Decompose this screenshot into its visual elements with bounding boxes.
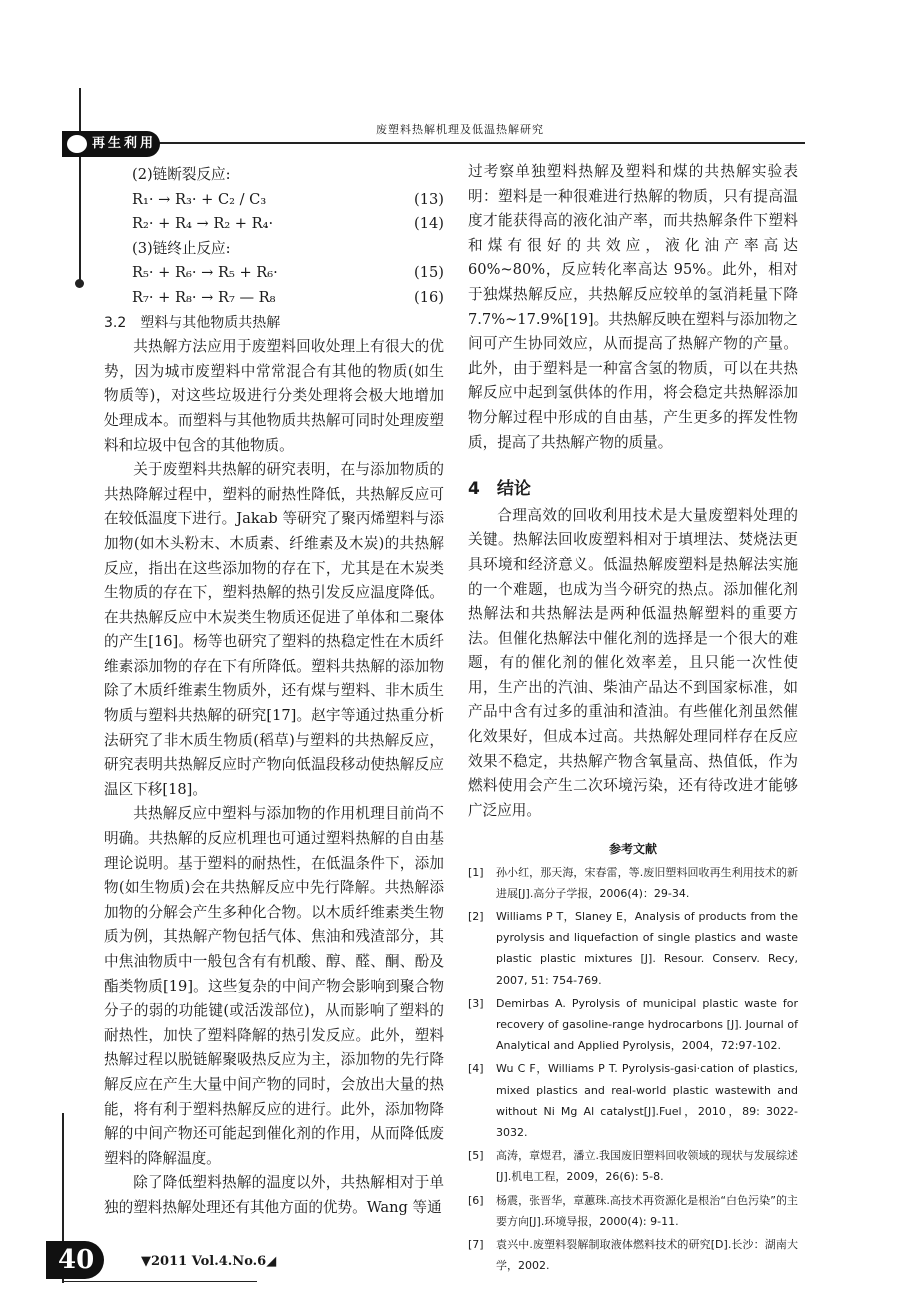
badge-circle-icon — [67, 135, 87, 153]
reference-text: 孙小红，那天海，宋春雷，等.废旧塑料回收再生利用技术的新进展[J].高分子学报，2006(4)：29-34. — [496, 865, 798, 900]
reference-item — [468, 1058, 798, 1143]
reference-text: 高涛，章煜君，潘立.我国废旧塑料回收领域的现状与发展综述[J].机电工程，2009，26(6): 5-8. — [496, 1149, 798, 1184]
reference-number: [3] — [468, 996, 484, 1010]
right-column — [468, 160, 798, 1279]
section-badge-label: 再生利用 — [92, 136, 157, 151]
equation-number: (14) — [414, 215, 444, 233]
equation-formula: R₅· + R₆· → R₅ + R₆· — [132, 264, 278, 282]
page-number: 40 — [46, 1241, 104, 1279]
references-title: 参考文献 — [608, 842, 657, 857]
reference-text: Wu C F，Williams P T. Pyrolysis-gasi·cation of plastics, mixed plastics and real-world plastic wastewith and without Ni Mg Al catalyst[J].Fuel，2010，89: 3022-3032. — [496, 1062, 798, 1140]
equation — [104, 188, 444, 213]
paragraph: 关于废塑料共热解的研究表明，在与添加物质的共热降解过程中，塑料的耐热性降低，共热解反应可在较低温度下进行。Jakab 等研究了聚丙烯塑料与添加物(如木头粉末、木质素、纤维素及木炭)的共热解反应，指出在这些添加物的存在下，尤其是在木炭类生物质的存在下，塑料热解的热引发反应温度降低。在共热解反应中木炭类生物质还促进了单体和二聚体的产生[16]。杨等也研究了塑料的热稳定性在木质纤维素添加物的存在下有所降低。塑料共热解的添加物除了木质纤维素生物质外，还有煤与塑料、非木质生物质与塑料共热解的研究[17]。赵宇等通过热重分析法研究了非木质生物质(稻草)与塑料的共热解反应，研究表明共热解反应时产物向低温段移动使热解反应温区下移[18]。 — [104, 461, 444, 798]
equation — [104, 212, 444, 237]
running-title: 废塑料热解机理及低温热解研究 — [376, 123, 544, 136]
paragraph: 合理高效的回收利用技术是大量废塑料处理的关键。热解法回收废塑料相对于填埋法、焚烧法更具环境和经济意义。低温热解废塑料是热解法实施的一个难题，也成为当今研究的热点。添加催化剂热解法和共热解法是两种低温热解塑料的重要方法。但催化热解法中催化剂的选择是一个很大的难题，有的催化剂的催化效率差，且只能一次性使用，生产出的汽油、柴油产品达不到国家标准，如产品中含有过多的重油和渣油。有些催化剂虽然催化效果好，但成本过高。共热解处理同样存在反应效果不稳定，共热解产物含氧量高、热值低，作为燃料使用会产生二次环境污染，还有待改进才能够广泛应用。 — [468, 506, 798, 819]
paragraph: 共热解反应中塑料与添加物的作用机理目前尚不明确。共热解的反应机理也可通过塑料热解的自由基理论说明。基于塑料的耐热性，在低温条件下，添加物(如生物质)会在共热解反应中先行降解。共热解添加物的分解会产生多种化合物。以木质纤维素类生物质为例，其热解产物包括气体、焦油和残渣部分，其中焦油物质中一般包含有有机酸、醇、醛、酮、酚及酯类物质[19]。这些复杂的中间产物会影响到聚合物分子的弱的功能键(或活泼部位)，从而影响了塑料的耐热性，加快了塑料降解的热引发反应。此外，塑料热解过程以脱链解聚吸热反应为主，添加物的先行降解反应在产生大量中间产物的同时，会放出大量的热能，将有利于塑料热解反应的进行。此外，添加物降解的中间产物还可能起到催化剂的作用，从而降低废塑料的降解温度。 — [104, 805, 444, 1167]
section-heading: 3.2 塑料与其他物质共热解 — [104, 314, 281, 331]
footer-rule — [62, 1281, 257, 1283]
equation-heading: (2)链断裂反应: — [132, 166, 231, 183]
reference-text: Williams P T，Slaney E，Analysis of products from the pyrolysis and liquefaction of single plastics and waste plastic plastic mixtures [J]. Resour. Conserv. Recy, 2007, 51: 754-769. — [496, 910, 798, 987]
reference-text: 袁兴中.废塑料裂解制取液体燃料技术的研究[D].长沙：湖南大学，2002. — [496, 1238, 798, 1273]
left-column — [58, 163, 444, 1283]
reference-text: 杨震，张晋华，章蕙珠.高技术再资源化是根治“白色污染”的主要方向[J].环境导报，2000(4): 9-11. — [496, 1193, 798, 1228]
paragraph: 共热解方法应用于废塑料回收处理上有很大的优势，因为城市废塑料中常常混合有其他的物质(如生物质等)，对这些垃圾进行分类处理将会极大地增加处理成本。而塑料与其他物质共热解可同时处理废塑料和垃圾中包含的其他物质。 — [104, 338, 444, 454]
reference-text: Demirbas A. Pyrolysis of municipal plastic waste for recovery of gasoline-range hydrocarbons [J]. Journal of Analytical and Applied Pyrolysis，2004，72:97-102. — [496, 996, 798, 1053]
reference-number: [1] — [468, 865, 484, 879]
reference-item — [468, 1234, 798, 1276]
paragraph: 过考察单独塑料热解及塑料和煤的共热解实验表明：塑料是一种很难进行热解的物质，只有提高温度才能获得高的液化油产率，而共热解条件下塑料和煤有很好的共效应，液化油产率高达 60%~80%，反应转化率高达 95%。此外，相对于独煤热解反应，共热解反应较单的氢消耗量下降 7.7%~17.9%[19]。共热解反映在塑料与添加物之间可产生协同效应，从而提高了热解产物的产量。此外，由于塑料是一种富含氢的物质，可以在共热解反应中起到氢供体的作用，将会稳定共热解添加物分解过程中形成的自由基，产生更多的挥发性物质，提高了共热解产物的质量。 — [468, 163, 798, 451]
equation-number: (13) — [414, 190, 444, 208]
equation-heading: (3)链终止反应: — [132, 239, 231, 257]
reference-number: [4] — [468, 1062, 484, 1076]
references — [468, 839, 798, 1276]
equation-formula: R₂· + R₄ → R₂ + R₄· — [132, 215, 274, 233]
reference-number: [7] — [468, 1238, 484, 1252]
reference-item — [468, 1145, 798, 1187]
section-heading: 4 结论 — [468, 479, 531, 500]
reference-item — [468, 906, 798, 991]
header-rule — [150, 142, 805, 144]
equation — [104, 286, 444, 311]
reference-number: [2] — [468, 910, 484, 924]
equation-formula: R₇· + R₈· → R₇ — R₈ — [132, 288, 276, 306]
reference-item — [468, 1190, 798, 1232]
section-badge — [62, 131, 160, 157]
equation — [104, 261, 444, 286]
paragraph: 除了降低塑料热解的温度以外，共热解相对于单独的塑料热解处理还有其他方面的优势。Wang 等通 — [104, 1174, 444, 1216]
equation-formula: R₁· → R₃· + C₂ / C₃ — [132, 190, 267, 208]
equation-number: (16) — [414, 288, 444, 306]
issue-label: ▼2011 Vol.4.No.6◢ — [141, 1253, 277, 1269]
margin-rule-dot — [75, 279, 84, 288]
margin-rule — [79, 88, 81, 284]
reference-item — [468, 993, 798, 1057]
reference-number: [5] — [468, 1149, 484, 1163]
equation-number: (15) — [414, 264, 444, 282]
reference-number: [6] — [468, 1193, 484, 1207]
reference-item — [468, 862, 798, 904]
